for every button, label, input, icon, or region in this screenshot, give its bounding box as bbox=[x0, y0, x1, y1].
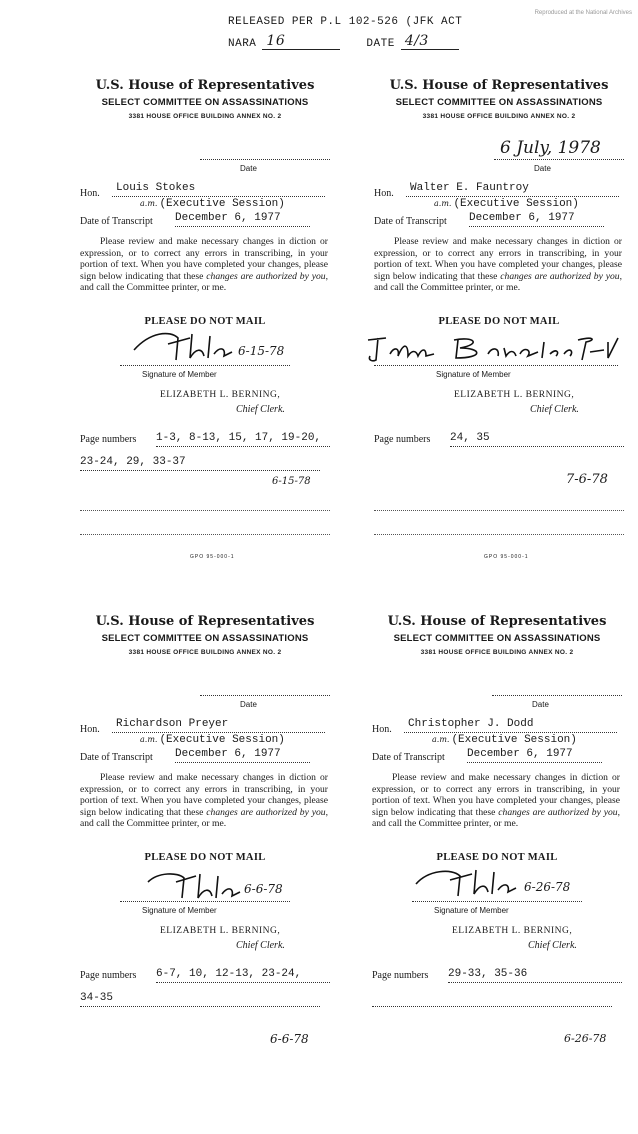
instructions-part-1: Please review and make necessary changes in diction or expression, or to correct any errors in transcribing, in your portion of text. When you have completed your changes, please sign below indicating that these bbox=[374, 236, 622, 282]
blank-line bbox=[374, 534, 624, 535]
hon-label: Hon. bbox=[374, 188, 394, 199]
transcript-form-stokes bbox=[80, 78, 330, 598]
signature-line bbox=[120, 365, 290, 366]
signature-label: Signature of Member bbox=[142, 906, 217, 915]
completion-date: 6-26-78 bbox=[564, 1032, 607, 1045]
blank-line bbox=[80, 510, 330, 511]
committee-name: SELECT COMMITTEE ON ASSASSINATIONS bbox=[101, 633, 309, 644]
page-numbers-label: Page numbers bbox=[80, 970, 137, 981]
transcript-date: December 6, 1977 bbox=[175, 748, 310, 763]
gpo-code: GPO 95-000-1 bbox=[484, 554, 529, 560]
transcript-date-label: Date of Transcript bbox=[80, 216, 153, 227]
transcript-date-label: Date of Transcript bbox=[80, 752, 153, 763]
instructions-part-1: Please review and make necessary changes in diction or expression, or to correct any errors in transcribing, in your portion of text. When you have completed your changes, please sign below indicating that these bbox=[80, 772, 328, 818]
clerk-name: ELIZABETH L. BERNING, bbox=[160, 390, 281, 400]
session-type: (Executive Session) bbox=[159, 198, 285, 210]
handwritten-date: 6 July, 1978 bbox=[500, 138, 601, 158]
clerk-name: ELIZABETH L. BERNING, bbox=[454, 390, 575, 400]
blank-line bbox=[374, 510, 624, 511]
clerk-title: Chief Clerk. bbox=[236, 940, 285, 951]
committee-address: 3381 HOUSE OFFICE BUILDING ANNEX NO. 2 bbox=[422, 113, 576, 120]
transcript-date-label: Date of Transcript bbox=[374, 216, 447, 227]
page-numbers-continued bbox=[372, 992, 612, 1007]
member-signature bbox=[412, 864, 532, 900]
gpo-code: GPO 95-000-1 bbox=[190, 554, 235, 560]
session-prefix: a.m. bbox=[432, 735, 450, 744]
signature-field bbox=[120, 332, 290, 366]
transcript-date: December 6, 1977 bbox=[469, 212, 604, 227]
signature-field bbox=[412, 868, 582, 902]
clerk-title: Chief Clerk. bbox=[530, 404, 579, 415]
hon-label: Hon. bbox=[80, 188, 100, 199]
date-line bbox=[200, 159, 330, 160]
nara-label: NARA bbox=[228, 38, 257, 50]
letterhead: U.S. House of Representatives bbox=[95, 78, 315, 93]
signature-date: 6-26-78 bbox=[524, 880, 571, 894]
member-name: Louis Stokes bbox=[112, 182, 325, 197]
page-numbers-continued: 23-24, 29, 33-37 bbox=[80, 456, 320, 471]
hon-label: Hon. bbox=[80, 724, 100, 735]
instructions-part-1: Please review and make necessary changes in diction or expression, or to correct any errors in transcribing, in your portion of text. When you have completed your changes, please sign below indicating that these bbox=[372, 772, 620, 818]
signature-line bbox=[374, 365, 618, 366]
instructions-part-2: , and call the Committee printer, or me. bbox=[374, 270, 622, 294]
mail-notice: PLEASE DO NOT MAIL bbox=[144, 852, 266, 863]
committee-address: 3381 HOUSE OFFICE BUILDING ANNEX NO. 2 bbox=[128, 113, 282, 120]
signature-line bbox=[412, 901, 582, 902]
date-field bbox=[494, 130, 624, 160]
page-numbers-label: Page numbers bbox=[80, 434, 137, 445]
release-date-label: DATE bbox=[366, 38, 395, 50]
session-type: (Executive Session) bbox=[159, 734, 285, 746]
instructions-text bbox=[372, 772, 620, 830]
date-field bbox=[492, 666, 622, 696]
completion-date: 6-15-78 bbox=[272, 476, 311, 487]
date-label: Date bbox=[240, 164, 257, 173]
instructions-part-2: , and call the Committee printer, or me. bbox=[80, 806, 328, 830]
page-numbers: 1-3, 8-13, 15, 17, 19-20, bbox=[156, 432, 330, 447]
committee-address: 3381 HOUSE OFFICE BUILDING ANNEX NO. 2 bbox=[128, 649, 282, 656]
date-line bbox=[492, 695, 622, 696]
page-numbers-continued bbox=[374, 456, 614, 470]
committee-name: SELECT COMMITTEE ON ASSASSINATIONS bbox=[395, 97, 603, 108]
committee-name: SELECT COMMITTEE ON ASSASSINATIONS bbox=[101, 97, 309, 108]
date-label: Date bbox=[534, 164, 551, 173]
nara-value: 16 bbox=[262, 33, 340, 50]
transcript-date: December 6, 1977 bbox=[175, 212, 310, 227]
letterhead: U.S. House of Representatives bbox=[389, 78, 609, 93]
letterhead: U.S. House of Representatives bbox=[95, 614, 315, 629]
page-numbers-label: Page numbers bbox=[374, 434, 431, 445]
release-stamp-text: RELEASED PER P.L 102-526 (JFK ACT bbox=[228, 16, 463, 28]
instructions-part-2: , and call the Committee printer, or me. bbox=[80, 270, 328, 294]
page-numbers-continued: 34-35 bbox=[80, 992, 320, 1007]
date-field bbox=[200, 666, 330, 696]
transcript-form-fauntroy bbox=[374, 78, 624, 598]
member-name: Richardson Preyer bbox=[112, 718, 325, 733]
signature-field bbox=[120, 868, 290, 902]
session-row bbox=[434, 198, 624, 210]
committee-name: SELECT COMMITTEE ON ASSASSINATIONS bbox=[393, 633, 601, 644]
session-row bbox=[140, 734, 330, 746]
date-label: Date bbox=[240, 700, 257, 709]
page-numbers: 29-33, 35-36 bbox=[448, 968, 622, 983]
signature-field bbox=[364, 332, 628, 366]
session-type: (Executive Session) bbox=[451, 734, 577, 746]
session-prefix: a.m. bbox=[140, 735, 158, 744]
page-numbers: 24, 35 bbox=[450, 432, 624, 447]
instructions-italic: changes are authorized by you bbox=[206, 806, 326, 818]
mail-notice: PLEASE DO NOT MAIL bbox=[438, 316, 560, 327]
clerk-title: Chief Clerk. bbox=[236, 404, 285, 415]
blank-line bbox=[80, 534, 330, 535]
signature-line bbox=[120, 901, 290, 902]
member-signature bbox=[130, 328, 250, 364]
signature-label: Signature of Member bbox=[142, 370, 217, 379]
mail-notice: PLEASE DO NOT MAIL bbox=[436, 852, 558, 863]
transcript-date-label: Date of Transcript bbox=[372, 752, 445, 763]
session-prefix: a.m. bbox=[140, 199, 158, 208]
member-name: Christopher J. Dodd bbox=[404, 718, 617, 733]
archive-note: Reproduced at the National Archives bbox=[534, 10, 632, 16]
session-row bbox=[432, 734, 622, 746]
session-row bbox=[140, 198, 330, 210]
clerk-name: ELIZABETH L. BERNING, bbox=[452, 926, 573, 936]
transcript-date: December 6, 1977 bbox=[467, 748, 602, 763]
mail-notice: PLEASE DO NOT MAIL bbox=[144, 316, 266, 327]
member-signature bbox=[364, 332, 624, 366]
letterhead: U.S. House of Representatives bbox=[387, 614, 607, 629]
session-prefix: a.m. bbox=[434, 199, 452, 208]
clerk-title: Chief Clerk. bbox=[528, 940, 577, 951]
release-stamp bbox=[228, 8, 462, 50]
page-numbers-label: Page numbers bbox=[372, 970, 429, 981]
date-field bbox=[200, 130, 330, 160]
date-label: Date bbox=[532, 700, 549, 709]
signature-label: Signature of Member bbox=[436, 370, 511, 379]
date-line bbox=[494, 159, 624, 160]
signature-label: Signature of Member bbox=[434, 906, 509, 915]
signature-date: 6-15-78 bbox=[238, 344, 285, 358]
instructions-italic: changes are authorized by you bbox=[500, 270, 620, 282]
instructions-part-2: , and call the Committee printer, or me. bbox=[372, 806, 620, 830]
session-type: (Executive Session) bbox=[453, 198, 579, 210]
instructions-italic: changes are authorized by you bbox=[206, 270, 326, 282]
signature-date: 6-6-78 bbox=[244, 882, 283, 896]
release-date-value: 4/3 bbox=[401, 33, 459, 50]
instructions-text bbox=[374, 236, 622, 294]
committee-address: 3381 HOUSE OFFICE BUILDING ANNEX NO. 2 bbox=[420, 649, 574, 656]
clerk-name: ELIZABETH L. BERNING, bbox=[160, 926, 281, 936]
transcript-form-preyer bbox=[80, 614, 330, 1134]
completion-date: 7-6-78 bbox=[566, 472, 608, 487]
instructions-italic: changes are authorized by you bbox=[498, 806, 618, 818]
instructions-text bbox=[80, 236, 328, 294]
instructions-text bbox=[80, 772, 328, 830]
page-numbers: 6-7, 10, 12-13, 23-24, bbox=[156, 968, 330, 983]
completion-date: 6-6-78 bbox=[270, 1032, 309, 1046]
hon-label: Hon. bbox=[372, 724, 392, 735]
date-line bbox=[200, 695, 330, 696]
transcript-form-dodd bbox=[372, 614, 622, 1134]
member-name: Walter E. Fauntroy bbox=[406, 182, 619, 197]
instructions-part-1: Please review and make necessary changes in diction or expression, or to correct any errors in transcribing, in your portion of text. When you have completed your changes, please sign below indicating that these bbox=[80, 236, 328, 282]
